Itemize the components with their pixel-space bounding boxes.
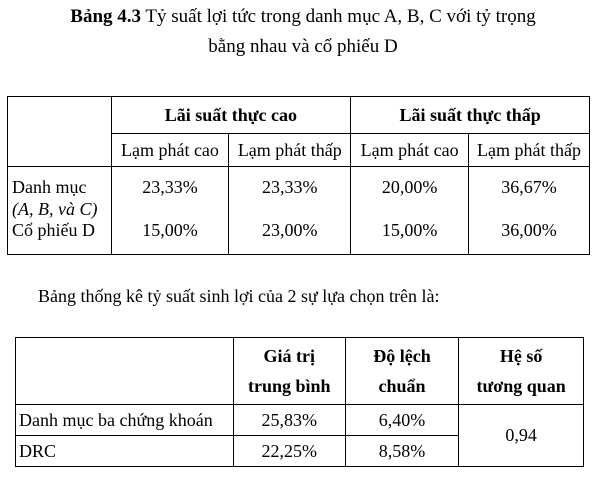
table-cell: 8,58%: [345, 436, 459, 467]
table-cell: 25,83%: [233, 405, 345, 436]
statistics-table: [15, 337, 584, 467]
header-line: Giá trị: [263, 346, 316, 366]
row-label-line: (A, B, và C): [12, 199, 98, 219]
row-label-portfolio: [8, 167, 112, 221]
subheader-low-inflation: Lạm phát thấp: [469, 134, 590, 167]
empty-corner-cell: [16, 338, 234, 405]
table-caption-line1: [0, 6, 606, 28]
table-cell: 23,00%: [229, 220, 351, 255]
table-cell: 22,25%: [233, 436, 345, 467]
row-label-line: Danh mục: [12, 177, 87, 197]
table-cell: 23,33%: [229, 167, 351, 221]
returns-table: [7, 96, 590, 255]
header-std-dev: [345, 338, 459, 405]
table-caption-label: Bảng 4.3: [70, 6, 142, 27]
subheader-high-inflation: Lạm phát cao: [111, 134, 229, 167]
table-cell: 36,67%: [469, 167, 590, 221]
header-line: Hệ số: [499, 346, 543, 366]
header-line: chuẩn: [378, 376, 426, 396]
table-cell: 36,00%: [469, 220, 590, 255]
table-cell: 15,00%: [111, 220, 229, 255]
header-correlation: [459, 338, 584, 405]
header-line: trung bình: [248, 376, 331, 396]
table-cell: 23,33%: [111, 167, 229, 221]
subheader-high-inflation: Lạm phát cao: [351, 134, 469, 167]
row-label-stock-d: Cổ phiếu D: [8, 220, 112, 255]
table-cell: 6,40%: [345, 405, 459, 436]
header-mean: [233, 338, 345, 405]
header-high-real-rate: Lãi suất thực cao: [111, 97, 351, 134]
summary-intro-text: Bảng thống kê tỷ suất sinh lợi của 2 sự lựa chọn trên là:: [38, 286, 440, 306]
table-cell: 15,00%: [351, 220, 469, 255]
correlation-value: 0,94: [459, 405, 584, 467]
header-line: tương quan: [476, 376, 566, 396]
empty-corner-cell: [8, 97, 112, 167]
header-line: Độ lệch: [373, 346, 431, 366]
row-label-drc: DRC: [16, 436, 234, 467]
table-caption-text: Tỷ suất lợi tức trong danh mục A, B, C với tỷ trọng: [141, 6, 536, 27]
table-row: [8, 167, 590, 221]
table-row: [8, 220, 590, 255]
row-label-three-stock-portfolio: Danh mục ba chứng khoán: [16, 405, 234, 436]
table-caption-line2: bằng nhau và cổ phiếu D: [208, 36, 398, 57]
header-low-real-rate: Lãi suất thực thấp: [351, 97, 590, 134]
table-cell: 20,00%: [351, 167, 469, 221]
subheader-low-inflation: Lạm phát thấp: [229, 134, 351, 167]
table-row: [16, 405, 584, 436]
